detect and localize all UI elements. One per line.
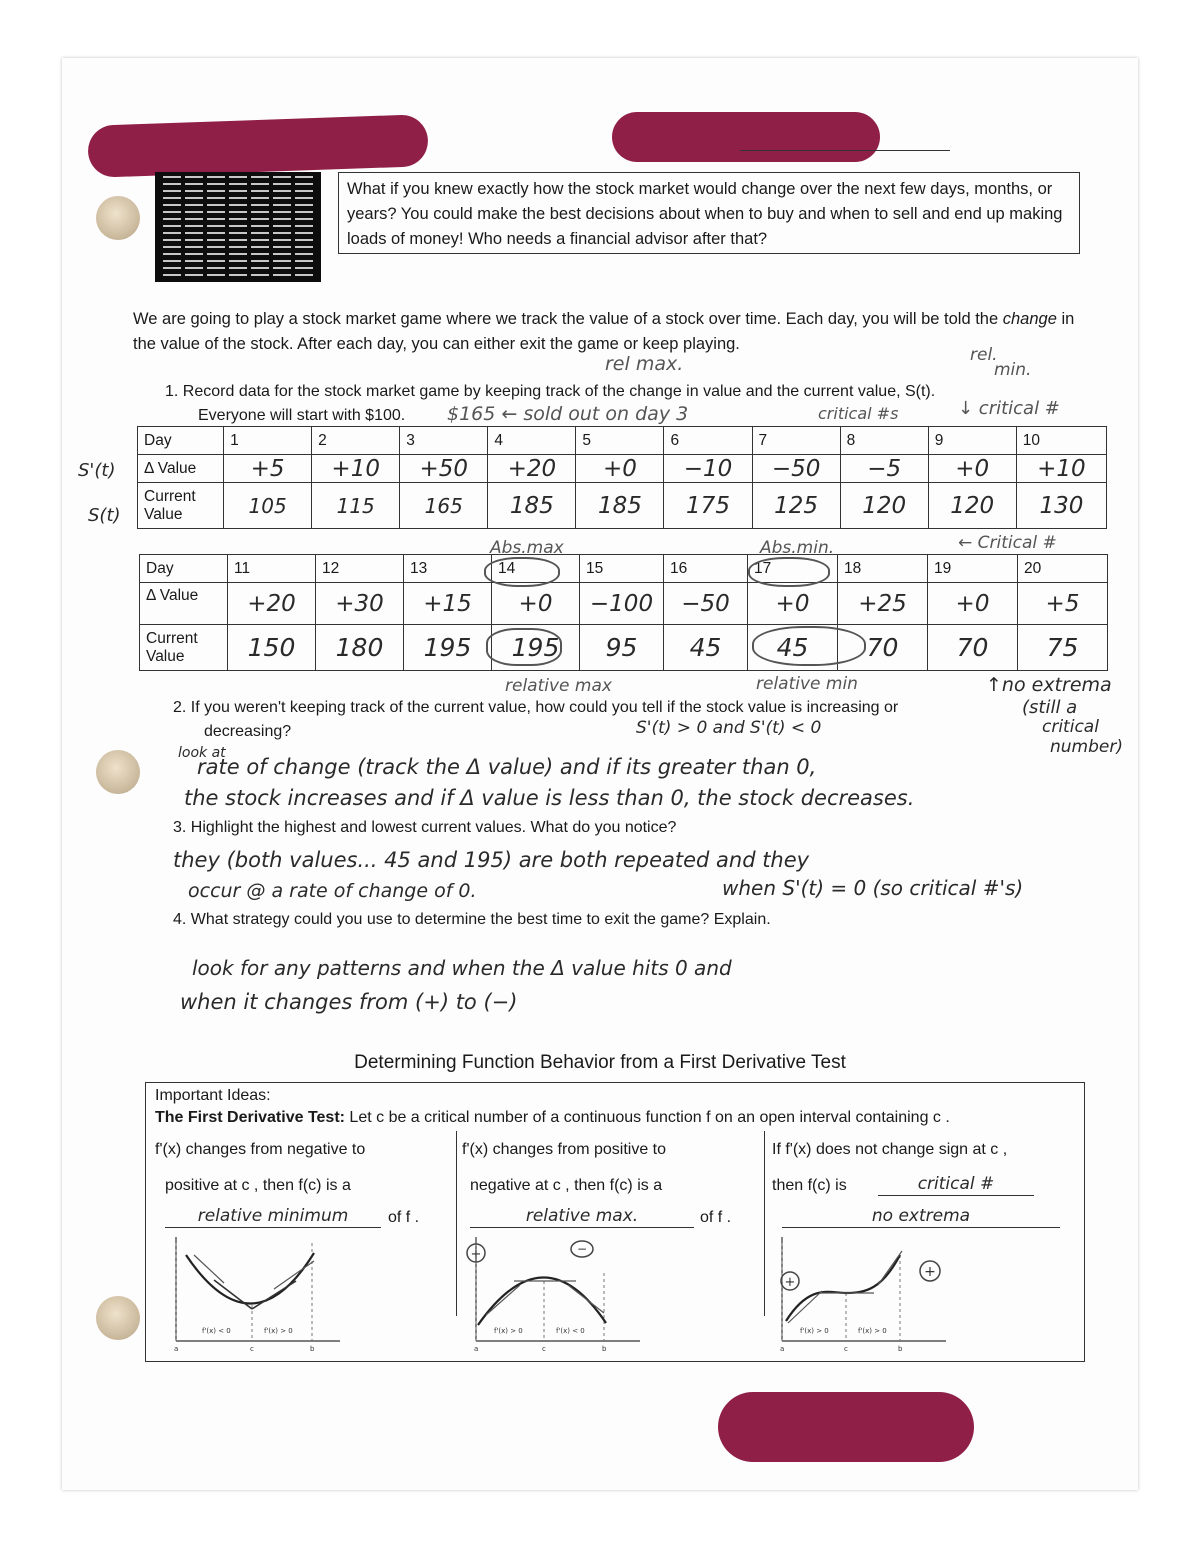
- table-row: [140, 583, 1108, 625]
- hw-answer-2-line1: rate of change (track the Δ value) and if its greater than 0,: [197, 755, 817, 779]
- current-cell: 195: [492, 625, 580, 671]
- col2-line1: f'(x) changes from positive to: [462, 1141, 667, 1158]
- circle-day-14: [484, 557, 560, 587]
- g3-axis-b: b: [898, 1345, 903, 1353]
- table-row: [140, 625, 1108, 671]
- current-cell: 195: [404, 625, 492, 671]
- binder-hole-1: [96, 196, 140, 240]
- g2-axis-a: a: [474, 1345, 479, 1353]
- day-cell: 17: [748, 555, 838, 583]
- delta-cell: +0: [748, 583, 838, 625]
- hw-critical-num-right: ↓ critical #: [958, 398, 1060, 419]
- important-ideas-heading: Important Ideas:: [155, 1087, 271, 1104]
- day-cell: 20: [1018, 555, 1108, 583]
- delta-cell: −50: [752, 455, 840, 483]
- row-label-delta: Δ Value: [138, 455, 224, 483]
- binder-hole-3: [96, 1296, 140, 1340]
- day-cell: 3: [400, 427, 488, 455]
- current-cell: 175: [664, 483, 752, 529]
- circle-195: [486, 628, 562, 666]
- g3-axis-c: c: [844, 1345, 848, 1353]
- hw-still-critical-1: (still a: [1022, 697, 1078, 718]
- first-derivative-test-statement: [155, 1107, 950, 1129]
- table-row: [138, 483, 1107, 529]
- day-cell: 12: [316, 555, 404, 583]
- hw-relative-min: relative min: [756, 674, 858, 694]
- g2-plus-sign: +: [470, 1247, 482, 1262]
- hw-q2-condition: S'(t) > 0 and S'(t) < 0: [636, 718, 822, 738]
- g1-axis-b: b: [310, 1345, 315, 1353]
- delta-cell: +20: [488, 455, 576, 483]
- question-3: 3. Highlight the highest and lowest current values. What do you notice?: [173, 819, 677, 836]
- day-cell: 9: [928, 427, 1016, 455]
- question-1-line2: Everyone will start with $100.: [198, 407, 406, 424]
- day-cell: 18: [838, 555, 928, 583]
- graph-relative-minimum: [164, 1233, 344, 1353]
- test-rest: Let c be a critical number of a continuous function f on an open interval containing c .: [344, 1109, 950, 1126]
- delta-cell: +50: [400, 455, 488, 483]
- g3-plus-sign-left: +: [784, 1275, 796, 1290]
- day-cell: 16: [664, 555, 748, 583]
- day-cell: 13: [404, 555, 492, 583]
- hw-side-s-prime: S'(t): [78, 460, 116, 481]
- day-cell: 4: [488, 427, 576, 455]
- day-cell: 15: [580, 555, 664, 583]
- g2-right-label: f'(x) < 0: [556, 1327, 585, 1335]
- hw-answer-4-line1: look for any patterns and when the Δ value hits 0 and: [192, 956, 732, 980]
- intro-text: What if you knew exactly how the stock market would change over the next few days, months, or years? You could make the best decisions about when to buy and when to sell and end up making loads of money! Who needs a financial advisor after that?: [347, 180, 1063, 248]
- delta-cell: +10: [312, 455, 400, 483]
- g2-left-label: f'(x) > 0: [494, 1327, 523, 1335]
- circle-45: [752, 626, 866, 666]
- redaction-date: [612, 112, 880, 162]
- hw-a2-lookat: look at: [178, 745, 226, 761]
- current-cell: 130: [1016, 483, 1106, 529]
- col3-answer-2: no extrema: [782, 1205, 1060, 1228]
- binder-hole-2: [96, 750, 140, 794]
- column-divider: [764, 1131, 765, 1316]
- hw-side-s: S(t): [88, 505, 121, 526]
- delta-cell: +30: [316, 583, 404, 625]
- delta-cell: +0: [576, 455, 664, 483]
- row-label-current: [138, 483, 224, 529]
- g3-axis-a: a: [780, 1345, 785, 1353]
- question-2: 2. If you weren't keeping track of the current value, how could you tell if the stock value is increasing or: [173, 699, 899, 716]
- col3-answer: critical #: [878, 1173, 1034, 1196]
- redaction-footer: [718, 1392, 974, 1462]
- day-cell: 11: [228, 555, 316, 583]
- g1-right-label: f'(x) > 0: [264, 1327, 293, 1335]
- para-part1: We are going to play a stock market game where we track the value of a stock over time. Each day, you will be told the: [133, 310, 1003, 328]
- para-emph: change: [1002, 310, 1057, 328]
- col2-answer: relative max.: [470, 1205, 694, 1228]
- hw-rel-min-top-1: rel.: [970, 345, 998, 365]
- day-cell: 19: [928, 555, 1018, 583]
- day-cell: 7: [752, 427, 840, 455]
- para-part2: in the value of the stock. After each day, you can either exit the game or keep playing.: [133, 310, 1075, 353]
- hw-rel-min-top-2: min.: [994, 360, 1032, 380]
- delta-cell: +10: [1016, 455, 1106, 483]
- hw-critical-nums: critical #s: [818, 404, 899, 423]
- col1-end: of f .: [388, 1209, 420, 1226]
- hw-still-critical-3: number): [1050, 737, 1123, 757]
- question-4: 4. What strategy could you use to determine the best time to exit the game? Explain.: [173, 911, 771, 928]
- col3-line1: If f'(x) does not change sign at c ,: [772, 1141, 1008, 1158]
- hw-relative-max: relative max: [505, 676, 612, 696]
- current-cell: 105: [224, 483, 312, 529]
- g1-axis-c: c: [250, 1345, 254, 1353]
- circle-day-17: [748, 557, 830, 587]
- current-cell: 125: [752, 483, 840, 529]
- table-row: [138, 455, 1107, 483]
- graph-no-sign-change: [770, 1233, 960, 1353]
- hw-answer-3-line2b: when S'(t) = 0 (so critical #'s): [722, 876, 1024, 900]
- row-label-current: [140, 625, 228, 671]
- delta-cell: +0: [928, 583, 1018, 625]
- current-cell: 185: [488, 483, 576, 529]
- current-cell: 165: [400, 483, 488, 529]
- current-cell: 45: [748, 625, 838, 671]
- hw-answer-3-line2a: occur @ a rate of change of 0.: [188, 880, 477, 902]
- hw-no-extrema: ↑no extrema: [986, 674, 1112, 696]
- hw-answer-3-line1: they (both values... 45 and 195) are both repeated and they: [173, 848, 810, 872]
- day-cell: 1: [224, 427, 312, 455]
- current-cell: 150: [228, 625, 316, 671]
- hw-rel-max-top: rel max.: [605, 353, 684, 375]
- label-current-2: Value: [146, 647, 185, 665]
- delta-cell: −10: [664, 455, 752, 483]
- hw-answer-4-line2: when it changes from (+) to (−): [180, 990, 518, 1014]
- current-cell: 45: [664, 625, 748, 671]
- g3-plus-sign-right: +: [924, 1264, 936, 1280]
- delta-cell: +5: [224, 455, 312, 483]
- delta-cell: +25: [838, 583, 928, 625]
- row-label-day: Day: [140, 555, 228, 583]
- hw-abs-max: Abs.max: [490, 538, 564, 558]
- hw-sold-out: $165 ← sold out on day 3: [447, 403, 689, 425]
- current-cell: 115: [312, 483, 400, 529]
- col2-line2: negative at c , then f(c) is a: [470, 1177, 663, 1194]
- hw-abs-min: Abs.min.: [760, 538, 835, 558]
- g3-left-label: f'(x) > 0: [800, 1327, 829, 1335]
- g2-axis-c: c: [542, 1345, 546, 1353]
- current-cell: 70: [928, 625, 1018, 671]
- instructions-paragraph: [133, 307, 1083, 357]
- hw-critical-num-2: ← Critical #: [958, 533, 1057, 553]
- col2-end: of f .: [700, 1209, 732, 1226]
- current-cell: 120: [928, 483, 1016, 529]
- g3-right-label: f'(x) > 0: [858, 1327, 887, 1335]
- label-current-1: Current: [146, 629, 198, 647]
- delta-cell: +0: [928, 455, 1016, 483]
- g1-left-label: f'(x) < 0: [202, 1327, 231, 1335]
- day-cell: 14: [492, 555, 580, 583]
- question-2-line2: decreasing?: [204, 723, 292, 740]
- question-1: 1. Record data for the stock market game by keeping track of the change in value and the current value, S(t).: [165, 383, 936, 400]
- stock-ticker-image: [155, 172, 321, 282]
- date-line: [740, 150, 950, 151]
- day-cell: 8: [840, 427, 928, 455]
- delta-cell: +0: [492, 583, 580, 625]
- delta-cell: +5: [1018, 583, 1108, 625]
- col1-answer: relative minimum: [165, 1205, 381, 1228]
- section-title: Determining Function Behavior from a First Derivative Test: [354, 1052, 846, 1073]
- current-cell: 95: [580, 625, 664, 671]
- current-cell: 185: [576, 483, 664, 529]
- delta-cell: −50: [664, 583, 748, 625]
- row-label-day: Day: [138, 427, 224, 455]
- column-divider: [456, 1131, 457, 1316]
- col1-line2: positive at c , then f(c) is a: [165, 1177, 351, 1194]
- current-cell: 180: [316, 625, 404, 671]
- label-current-2: Value: [144, 505, 183, 523]
- day-cell: 5: [576, 427, 664, 455]
- stock-table-days-11-20: [139, 554, 1108, 671]
- day-cell: 10: [1016, 427, 1106, 455]
- delta-cell: +15: [404, 583, 492, 625]
- day-cell: 6: [664, 427, 752, 455]
- intro-box: [338, 172, 1080, 254]
- graph-relative-maximum: [464, 1233, 644, 1353]
- g2-minus-sign: −: [576, 1242, 588, 1256]
- table-row: [140, 555, 1108, 583]
- hw-answer-2-line2: the stock increases and if Δ value is less than 0, the stock decreases.: [184, 786, 915, 810]
- important-ideas-box: [145, 1082, 1085, 1362]
- col1-line1: f'(x) changes from negative to: [155, 1141, 366, 1158]
- row-label-delta: Δ Value: [140, 583, 228, 625]
- g2-axis-b: b: [602, 1345, 607, 1353]
- test-bold: The First Derivative Test:: [155, 1109, 345, 1126]
- delta-cell: −5: [840, 455, 928, 483]
- current-cell: 120: [840, 483, 928, 529]
- table-row: [138, 427, 1107, 455]
- delta-cell: +20: [228, 583, 316, 625]
- hw-still-critical-2: critical: [1042, 717, 1099, 737]
- col3-line2: then f(c) is: [772, 1177, 847, 1194]
- delta-cell: −100: [580, 583, 664, 625]
- stock-table-days-1-10: [137, 426, 1107, 529]
- current-cell: 70: [838, 625, 928, 671]
- current-cell: 75: [1018, 625, 1108, 671]
- g1-axis-a: a: [174, 1345, 179, 1353]
- day-cell: 2: [312, 427, 400, 455]
- label-current-1: Current: [144, 487, 196, 505]
